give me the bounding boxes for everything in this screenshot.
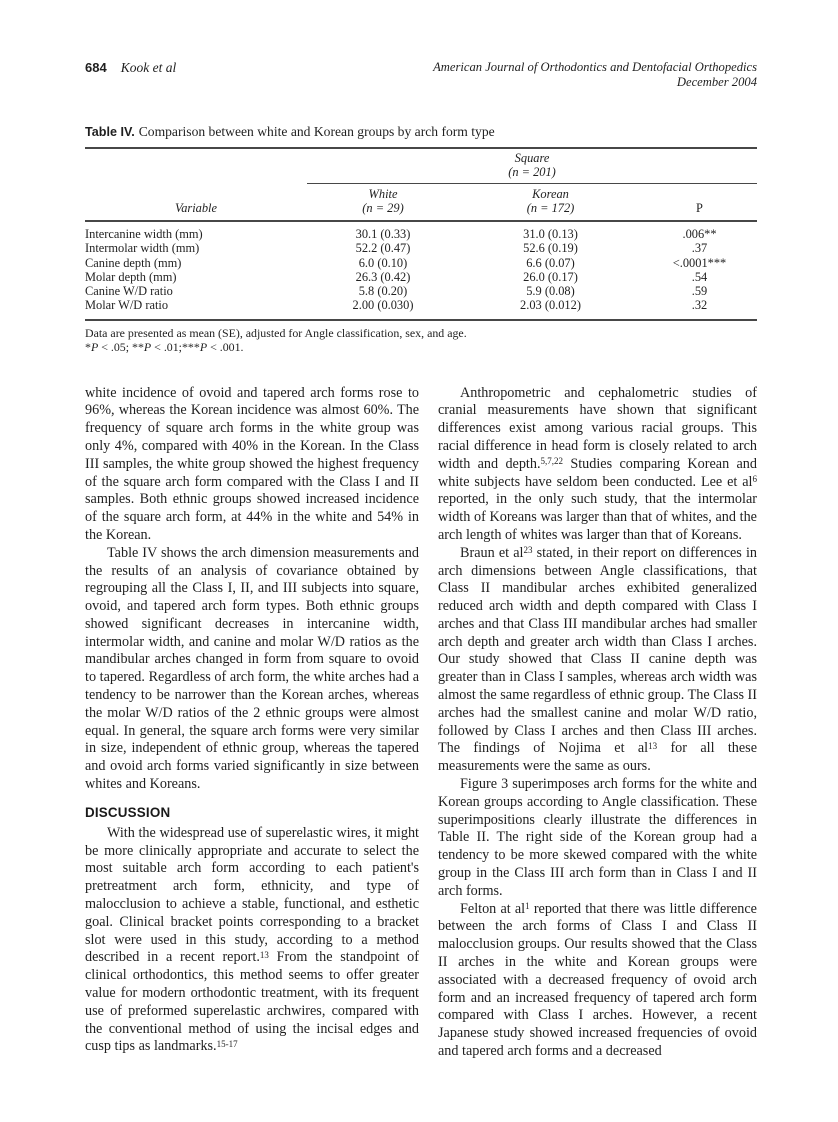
- running-head-left: [85, 60, 176, 76]
- paragraph: Table IV shows the arch dimension measurements and the results of an analysis of covariance obtained by regrouping all the Class I, II, and III subjects into square, ovoid, and tapered arch form types. Both ethnic groups showed significant decreases in intercanine width, intermolar width, and canine and molar W/D ratios as the mandibular arches changed in form from square to ovoid to tapered. Regardless of arch form, the white arches had a tendency to be narrower than the Korean arches, whereas the molar W/D ratios of the 2 ethnic groups were almost equal. In general, the square arch forms were very similar in size, independent of ethnic group, whereas the tapered and ovoid arch forms varied significantly in size between whites and Koreans.: [85, 544, 419, 793]
- spanner-cell: [307, 148, 757, 184]
- reference-superscript: 13: [259, 949, 269, 960]
- row-korean-value: 52.6 (0.19): [523, 241, 578, 256]
- table-row: [85, 256, 757, 270]
- table-title: [85, 124, 757, 140]
- comparison-table: [85, 147, 757, 321]
- row-white-value: 2.00 (0.030): [352, 297, 414, 312]
- row-white-value: 6.0 (0.10): [358, 255, 408, 270]
- footnote-text: < .01;***: [151, 339, 200, 354]
- table-label: Table IV.: [85, 125, 135, 139]
- column-header-white: [307, 184, 459, 222]
- spanner-row: [85, 148, 757, 184]
- paragraph-text: Anthropometric and cephalometric studies of cranial measurements have shown that significant differences exist among various racial groups. This racial difference in head form is closely related to arch width and depth.: [438, 384, 757, 472]
- row-p-value: .59: [691, 283, 708, 298]
- page-content: [85, 60, 757, 1061]
- footnote-data-note: Data are presented as mean (SE), adjusted for Angle classification, sex, and age.: [85, 325, 467, 340]
- reference-superscript: 5,7,22: [540, 455, 564, 466]
- column-header-p: P: [642, 184, 757, 222]
- paragraph-text: With the widespread use of superelastic wires, it might be more clinically appropriate and accurate to select the most suitable arch form according to each patient's pretreatment arch form, ethnicity, and type of malocclusion to achieve a stable, functional, and esthetic goal. Clinical bracket points corresponding to a bracket slot were used in this study, according to a method described in a recent report.: [85, 824, 419, 966]
- footnote-text: < .05; **: [98, 339, 144, 354]
- column-header-row: [85, 184, 757, 222]
- paragraph-text: reported that there was little difference between the arch forms of Class I and Class II malocclusion groups. Our results showed that the Class II arches in the white and Korean groups were associated with a decreased frequency of ovoid arch form and an increased frequency of tapered arch form compared with Class I arches. However, a recent Japanese study showed increased frequencies of ovoid and tapered arch forms and a decreased: [438, 900, 757, 1060]
- column-header-white-n: (n = 29): [362, 200, 404, 215]
- column-header-korean-label: Korean: [532, 187, 569, 202]
- row-variable: Canine W/D ratio: [85, 283, 173, 298]
- row-p-value: .006**: [682, 227, 717, 242]
- running-head-right: [433, 60, 757, 90]
- row-variable: Intercanine width (mm): [85, 227, 203, 242]
- paragraph-text: Felton at al: [460, 900, 526, 917]
- paragraph: [438, 385, 757, 545]
- row-korean-value: 2.03 (0.012): [520, 297, 581, 312]
- table-caption: Comparison between white and Korean groups by arch form type: [138, 124, 495, 139]
- row-white-value: 5.8 (0.20): [358, 283, 408, 298]
- reference-superscript: 6: [752, 473, 757, 484]
- journal-title: American Journal of Orthodontics and Dentofacial Orthopedics: [433, 60, 757, 74]
- reference-superscript: 1: [525, 900, 530, 911]
- left-column: [85, 385, 419, 1061]
- right-column: [438, 385, 757, 1061]
- row-p-value: .37: [691, 241, 708, 256]
- row-variable: Molar depth (mm): [85, 269, 177, 284]
- paragraph-text: Braun et al: [460, 544, 524, 561]
- column-header-white-label: White: [368, 187, 398, 202]
- paragraph: [85, 825, 419, 1056]
- table-footnotes: [85, 327, 757, 355]
- row-variable: Molar W/D ratio: [85, 297, 169, 312]
- column-header-korean-n: (n = 172): [526, 200, 575, 215]
- page-number: 684: [85, 60, 107, 75]
- body-columns: [85, 385, 757, 1061]
- spanner-group-label: Square: [514, 151, 550, 165]
- reference-superscript: 15-17: [216, 1038, 238, 1049]
- table-iv-block: [85, 124, 757, 355]
- row-p-value: <.0001***: [672, 255, 727, 270]
- spanner-empty-cell: [85, 148, 307, 184]
- paragraph: [438, 901, 757, 1061]
- spanner-group-n: (n = 201): [508, 164, 556, 179]
- footnote-p-symbol: P: [143, 339, 152, 354]
- running-head: [85, 60, 757, 90]
- column-header-korean: [459, 184, 642, 222]
- row-korean-value: 6.6 (0.07): [526, 255, 575, 270]
- row-white-value: 52.2 (0.47): [355, 241, 411, 256]
- footnote-p-symbol: P: [199, 339, 208, 354]
- row-korean-value: 31.0 (0.13): [523, 227, 578, 242]
- table-row: [85, 241, 757, 255]
- table-row: [85, 284, 757, 298]
- row-white-value: 30.1 (0.33): [355, 227, 411, 242]
- table-row: [85, 221, 757, 241]
- row-korean-value: 26.0 (0.17): [523, 269, 578, 284]
- column-header-variable: Variable: [85, 184, 307, 222]
- table-row: [85, 298, 757, 320]
- paragraph-text: stated, in their report on differences in arch dimensions between Angle classifications, that Class II mandibular arches exhibited generalized reduced arch width and depth compared with Class I arches and that Class III mandibular arches had smaller arch depth and greater arch width than Class I arches. Our study showed that Class II canine depth was greater than in Class I samples, whereas arch width was almost the same regardless of ethnic group. The Class II arches had the smallest canine and molar W/D ratio, followed by Class I arches and then Class III arches. The findings of Nojima et al: [438, 544, 758, 757]
- paragraph: white incidence of ovoid and tapered arch forms rose to 96%, whereas the Korean incidence was almost 60%. The frequency of square arch forms in the white group was only 4%, compared with 40% in the Korean. In the Class III samples, the white group showed the highest frequency of the square arch form compared with the Class I and II samples. Both ethnic groups showed increased incidence of the square arch form, at 44% in the white and 54% in the Korean.: [85, 384, 419, 543]
- paragraph-text: Studies comparing Korean and white subjects have seldom been conducted. Lee et al: [438, 455, 757, 490]
- row-p-value: .54: [691, 269, 708, 284]
- footnote-text: *: [85, 339, 91, 354]
- row-white-value: 26.3 (0.42): [355, 269, 411, 284]
- paragraph: Figure 3 superimposes arch forms for the white and Korean groups according to Angle classification. These superimpositions clearly illustrate the differences in Table II. The right side of the Korean group had a tendency to be more skewed compared with the white group in the Class III arch form than in Class I and II arch forms.: [438, 776, 757, 899]
- journal-issue-date: December 2004: [676, 75, 757, 89]
- row-variable: Intermolar width (mm): [85, 241, 200, 256]
- paragraph-text: for all these measurements were the same as ours.: [438, 740, 757, 775]
- reference-superscript: 13: [648, 740, 658, 751]
- row-korean-value: 5.9 (0.08): [526, 283, 575, 298]
- footnote-significance: [85, 341, 757, 355]
- paragraph: [438, 545, 757, 776]
- running-authors: Kook et al: [120, 60, 177, 75]
- table-row: [85, 270, 757, 284]
- row-p-value: .32: [691, 297, 708, 312]
- paragraph-text: From the standpoint of clinical orthodontics, this method seems to offer greater value for modern orthodontic treatment, with its frequent use of preformed superelastic archwires, compared with the conventional method of using the incisal edges and cusp tips as landmarks.: [85, 949, 419, 1055]
- footnote-text: < .001.: [207, 339, 244, 354]
- discussion-heading: DISCUSSION: [85, 804, 171, 820]
- reference-superscript: 23: [523, 544, 533, 555]
- row-variable: Canine depth (mm): [85, 255, 182, 270]
- paragraph-text: reported, in the only such study, that the intermolar width of Koreans was larger than that of whites, and the arch length of whites was larger than that of Koreans.: [438, 491, 757, 543]
- footnote-p-symbol: P: [90, 339, 99, 354]
